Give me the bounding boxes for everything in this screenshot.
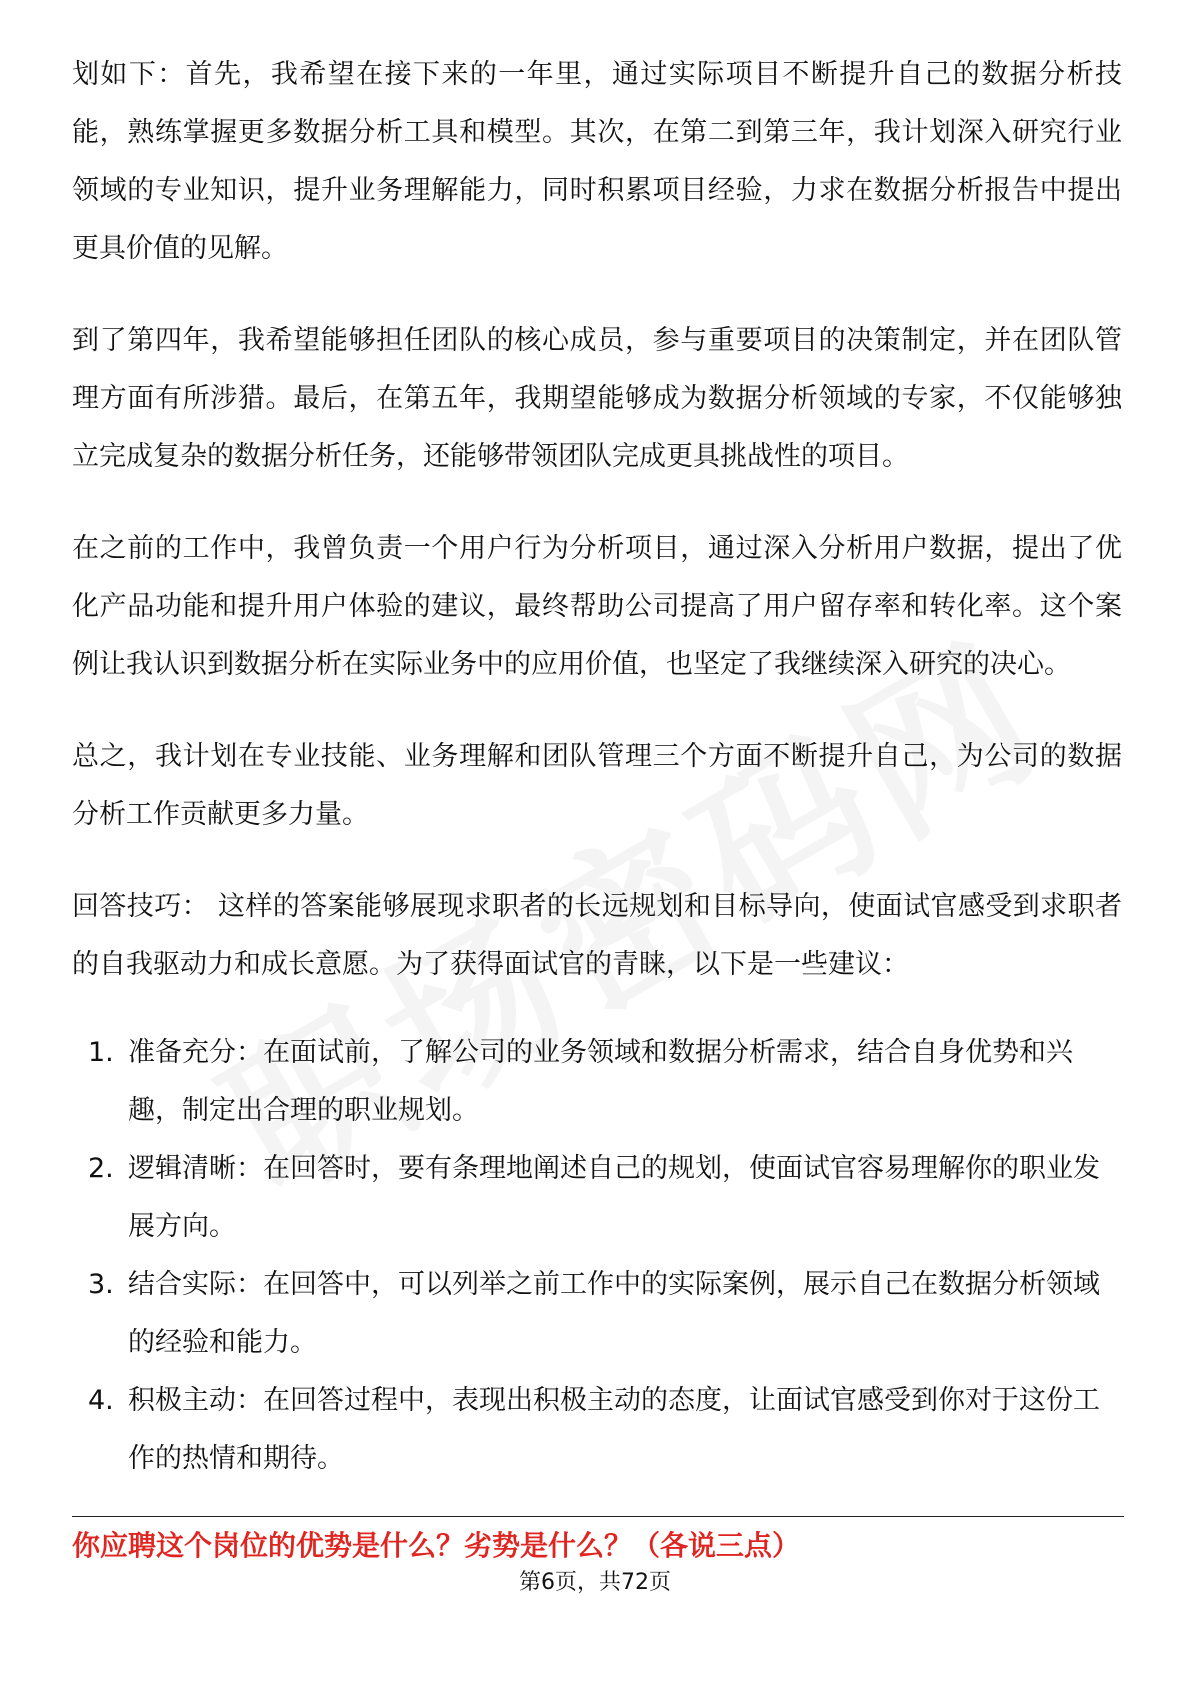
paragraph-answer-tips-intro: 回答技巧： 这样的答案能够展现求职者的长远规划和目标导向，使面试官感受到求职者的自我驱动力和成长意愿。为了获得面试官的青睐，以下是一些建议： — [72, 891, 1122, 980]
list-item-number: 2. — [88, 1153, 114, 1184]
section-divider — [72, 1516, 1124, 1517]
paragraph-project-case: 在之前的工作中，我曾负责一个用户行为分析项目，通过深入分析用户数据，提出了优化产品功能和提升用户体验的建议，最终帮助公司提高了用户留存率和转化率。这个案例让我认识到数据分析在实际业务中的应用价值，也坚定了我继续深入研究的决心。 — [72, 533, 1122, 680]
list-item — [72, 1024, 1122, 1140]
list-item — [72, 1372, 1122, 1488]
next-question-heading: 你应聘这个岗位的优势是什么？劣势是什么？（各说三点） — [72, 1529, 801, 1562]
list-item-text: 积极主动：在回答过程中，表现出积极主动的态度，让面试官感受到你对于这份工作的热情和期待。 — [128, 1385, 1100, 1474]
list-item-number: 3. — [88, 1269, 114, 1300]
tips-list — [72, 1024, 1122, 1488]
list-item-text: 准备充分：在面试前，了解公司的业务领域和数据分析需求，结合自身优势和兴趣，制定出合理的职业规划。 — [128, 1037, 1073, 1126]
list-item-text: 逻辑清晰：在回答时，要有条理地阐述自己的规划，使面试官容易理解你的职业发展方向。 — [128, 1153, 1100, 1242]
page-number: 第6页，共72页 — [519, 1570, 671, 1595]
list-item — [72, 1256, 1122, 1372]
list-item-number: 4. — [88, 1385, 114, 1416]
list-item-text: 结合实际：在回答中，可以列举之前工作中的实际案例，展示自己在数据分析领域的经验和能力。 — [128, 1269, 1100, 1358]
paragraph-career-plan-years-4-5: 到了第四年，我希望能够担任团队的核心成员，参与重要项目的决策制定，并在团队管理方面有所涉猎。最后，在第五年，我期望能够成为数据分析领域的专家，不仅能够独立完成复杂的数据分析任务，还能够带领团队完成更具挑战性的项目。 — [72, 325, 1122, 472]
paragraph-career-plan-years-1-3: 划如下：首先，我希望在接下来的一年里，通过实际项目不断提升自己的数据分析技能，熟练掌握更多数据分析工具和模型。其次，在第二到第三年，我计划深入研究行业领域的专业知识，提升业务理解能力，同时积累项目经验，力求在数据分析报告中提出更具价值的见解。 — [72, 59, 1122, 264]
paragraph-summary: 总之，我计划在专业技能、业务理解和团队管理三个方面不断提升自己，为公司的数据分析工作贡献更多力量。 — [72, 741, 1122, 830]
document-body — [72, 46, 1122, 1488]
list-item — [72, 1140, 1122, 1256]
list-item-number: 1. — [88, 1037, 114, 1068]
